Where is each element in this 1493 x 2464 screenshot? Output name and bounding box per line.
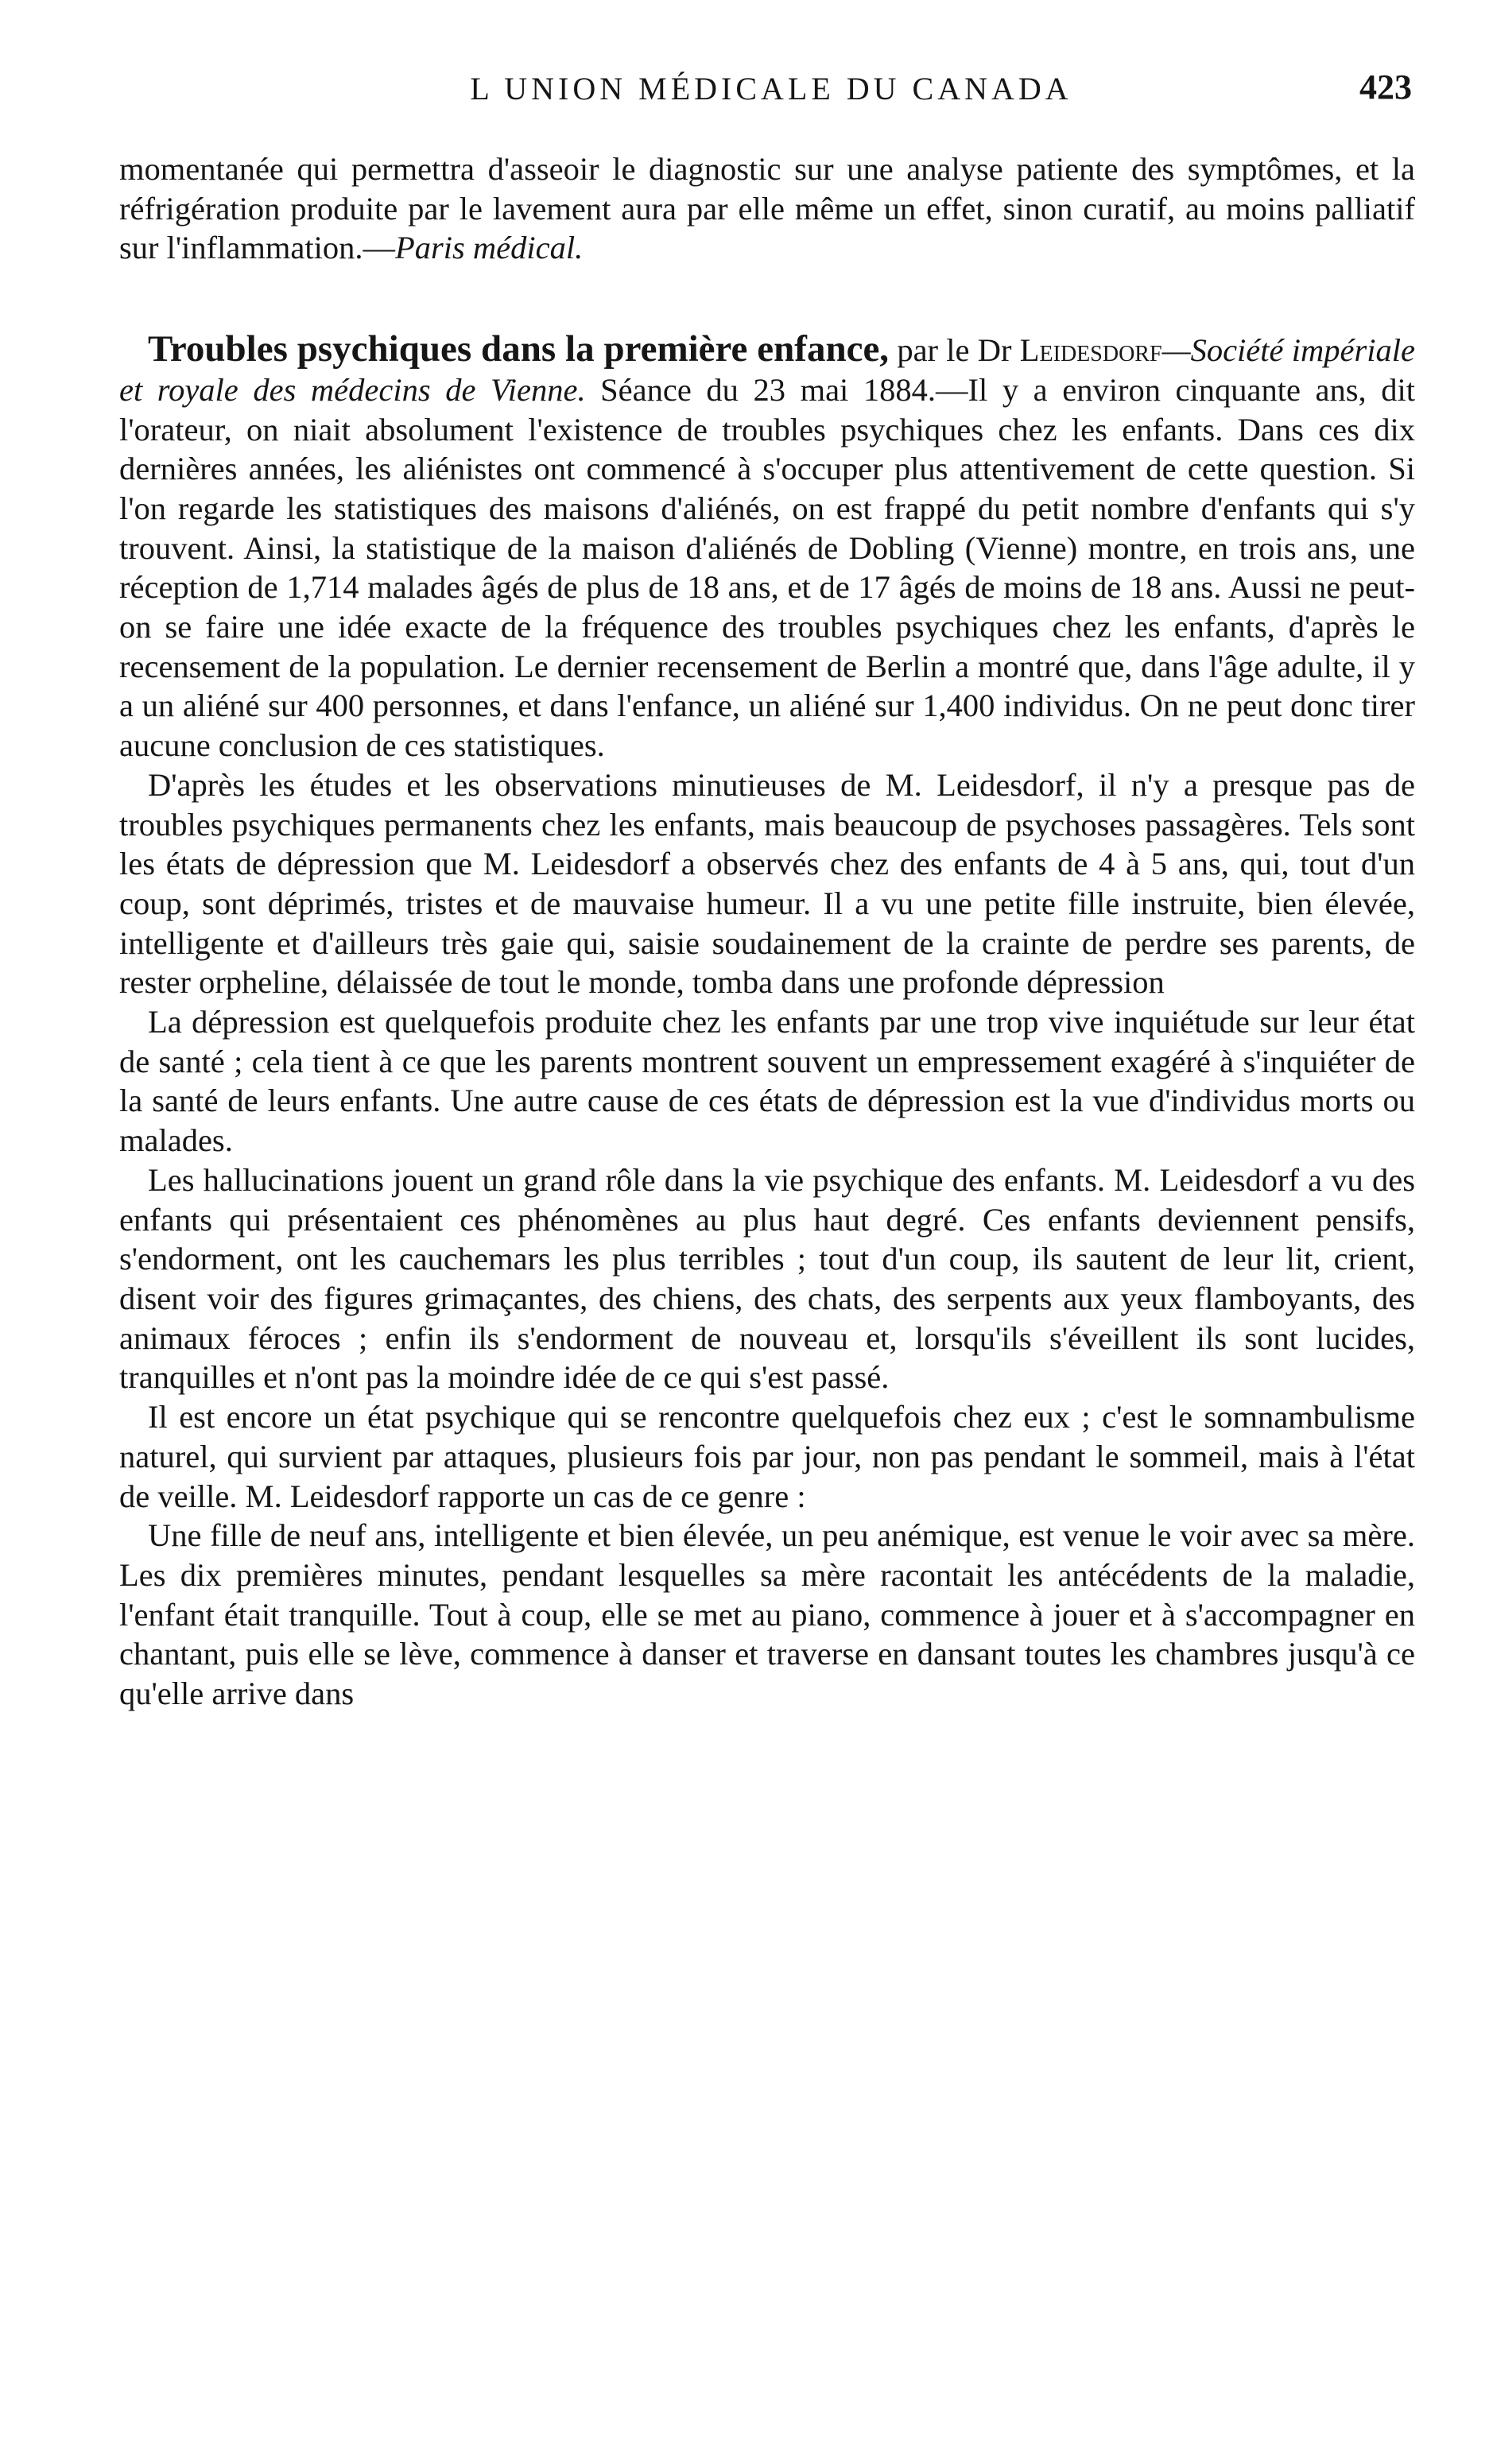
body-text xyxy=(119,149,1415,1714)
previous-article-text: momentanée qui permettra d'asseoir le diagnostic sur une analyse patiente des symptômes, et la réfrigération produite par le lavement aura par elle même un effet, sinon curatif, au moins palliatif sur l'inflammation.— xyxy=(119,151,1415,266)
previous-article-ending xyxy=(119,149,1415,268)
article-paragraph-4: Les hallucinations jouent un grand rôle dans la vie psychique des enfants. M. Leidesdorf a vu des enfants qui présentaient ces phénomènes au plus haut degré. Ces enfants deviennent pensifs, s'endorment, ont les cauchemars les plus terribles ; tout d'un coup, ils sautent de leur lit, crient, disent voir des figures grimaçantes, des chiens, des chats, des serpents aux yeux flamboyants, des animaux féroces ; enfin ils s'endorment de nouveau et, lorsqu'ils s'éveillent ils sont lucides, tranquilles et n'ont pas la moindre idée de ce qui s'est passé. xyxy=(119,1161,1415,1396)
article-paragraph-6: Une fille de neuf ans, intelligente et bien élevée, un peu anémique, est venue le voir avec sa mère. Les dix premières minutes, pendant lesquelles sa mère racontait les antécédents de la maladie, l'enfant était tranquille. Tout à coup, elle se met au piano, commence à jouer et à s'accompagner en chantant, puis elle se lève, commence à danser et traverse en dansant toutes les chambres jusqu'à ce qu'elle arrive dans xyxy=(119,1517,1415,1712)
running-head xyxy=(119,70,1423,118)
article-paragraph-text: —Il y a environ cinquante ans, dit l'orateur, on niait absolument l'existence de troubles psychiques chez les enfants. Dans ces dix dernières années, les aliénistes ont commencé à s'occuper plus attentivement de cette question. Si l'on regarde les statistiques des maisons d'aliénés, on est frappé du petit nombre d'enfants qui s'y trouvent. Ainsi, la statistique de la maison d'aliénés de Dobling (Vienne) montre, en trois ans, une réception de 1,714 malades âgés de plus de 18 ans, et de 17 âgés de moins de 18 ans. Aussi ne peut-on se faire une idée exacte de la fréquence des troubles psychiques chez les enfants, d'après le recensement de la population. Le dernier recensement de Berlin a montré que, dans l'âge adulte, il y a un aliéné sur 400 personnes, et dans l'enfance, un aliéné sur 1,400 individus. On ne peut donc tirer aucune conclusion de ces statistiques. xyxy=(119,371,1416,764)
article-paragraph-1 xyxy=(119,330,1415,765)
article-title: Troubles psychiques dans la première enfance, xyxy=(148,328,890,370)
article-paragraph-5: Il est encore un état psychique qui se rencontre quelquefois chez eux ; c'est le somnambulisme naturel, qui survient par attaques, plusieurs fois par jour, non pas pendant le sommeil, mais à l'état de veille. M. Leidesdorf rapporte un cas de ce genre : xyxy=(119,1399,1415,1514)
article-session: Séance du 23 mai 1884. xyxy=(585,371,937,408)
article-venue: —Société impériale et royale des médecins de Vienne. xyxy=(119,332,1415,408)
article-paragraph-2: D'après les études et les observations minutieuses de M. Leidesdorf, il n'y a presque pas de troubles psychiques permanents chez les enfants, mais beaucoup de psychoses passagères. Tels sont les états de dépression que M. Leidesdorf a observés chez des enfants de 4 à 5 ans, qui, tout d'un coup, sont déprimés, tristes et de mauvaise humeur. Il a vu une petite fille instruite, bien élevée, intelligente et d'ailleurs très gaie qui, saisie soudainement de la crainte de perdre ses parents, de rester orpheline, délaissée de tout le monde, tomba dans une profonde dépression xyxy=(119,766,1415,1001)
section-gap xyxy=(119,268,1415,330)
page-number: 423 xyxy=(1359,68,1412,107)
article-author-prefix: par le Dr xyxy=(889,332,1020,369)
article-author: Leidesdorf xyxy=(1019,332,1162,369)
previous-article-source: Paris médical. xyxy=(395,230,584,266)
article-paragraph-3: La dépression est quelquefois produite chez les enfants par une trop vive inquiétude sur leur état de santé ; cela tient à ce que les parents montrent souvent un empressement exagéré à s'inquiéter de la santé de leurs enfants. Une autre cause de ces états de dépression est la vue d'individus morts ou malades. xyxy=(119,1004,1415,1159)
journal-title: L UNION MÉDICALE DU CANADA xyxy=(470,71,1072,107)
